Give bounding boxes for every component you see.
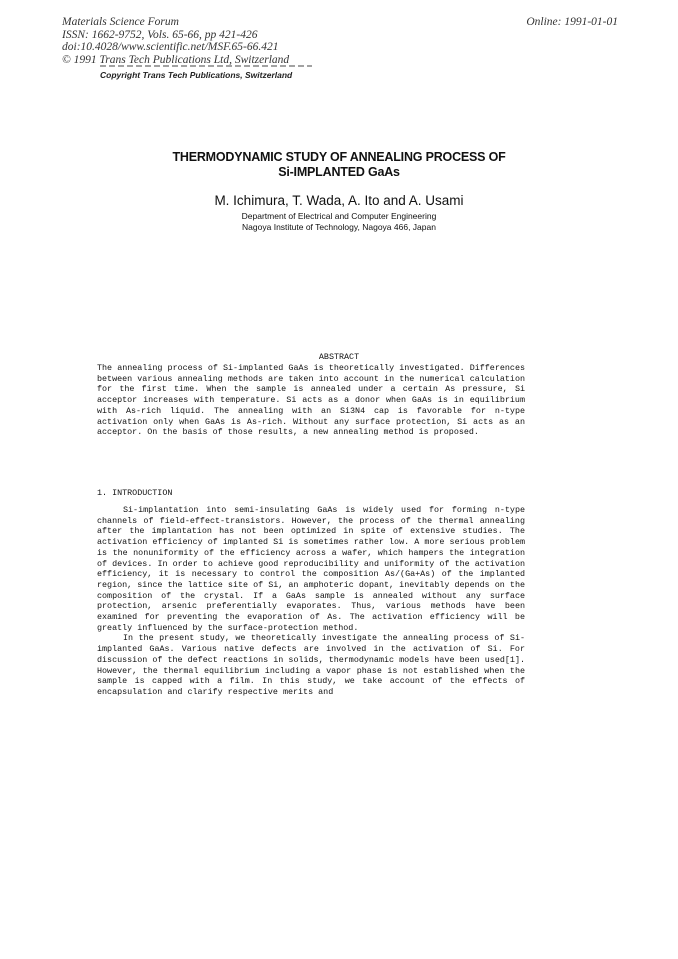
journal-name: Materials Science Forum — [62, 16, 179, 28]
scan-artifact-line — [100, 65, 312, 67]
affiliation-line-2: Nagoya Institute of Technology, Nagoya 466, Japan — [242, 222, 436, 232]
publisher-copyright: © 1991 Trans Tech Publications Ltd, Switzerland — [62, 53, 290, 66]
intro-paragraph-2: In the present study, we theoretically investigate the annealing process of Si-implanted GaAs. Various native defects are involved in the activation of Si. For discussion of the defect reactions in solids, thermodynamic models have been used[1]. However, the thermal equilibrium including a vapor phase is not established when the sample is capped with a film. In this study, we take account of the effects of encapsulation and clarify respective merits and — [97, 633, 525, 697]
online-date: Online: 1991-01-01 — [526, 16, 618, 28]
affiliation-line-1: Department of Electrical and Computer Engineering — [241, 211, 437, 221]
issn-line: ISSN: 1662-9752, Vols. 65-66, pp 421-426 — [62, 28, 258, 41]
journal-header — [62, 16, 289, 66]
intro-paragraph-1: Si-implantation into semi-insulating GaAs is widely used for forming n-type channels of field-effect-transistors. However, the process of the thermal annealing after the implantation has not been optimized in spite of extensive studies. The activation efficiency of implanted Si is sometimes rather low. A more serious problem is the nonuniformity of the efficiency across a wafer, which hampers the integration of devices. In order to achieve good reproducibility and uniformity of the activation efficiency, it is necessary to control the composition As/(Ga+As) of the implanted region, since the lattice site of Si, an amphoteric dopant, inevitably depends on the composition of the crystal. If a GaAs sample is annealed without any surface protection, arsenic preferentially evaporates. Thus, various methods have been examined for preventing the evaporation of As. The activation efficiency will be greatly influenced by the surface-protection method. — [97, 505, 525, 633]
title-line-2: Si-IMPLANTED GaAs — [278, 165, 400, 179]
authors: M. Ichimura, T. Wada, A. Ito and A. Usami — [214, 193, 464, 208]
title-line-1: THERMODYNAMIC STUDY OF ANNEALING PROCESS OF — [172, 150, 506, 164]
paper-title — [0, 150, 678, 180]
affiliation — [0, 211, 678, 233]
doi-line: doi:10.4028/www.scientific.net/MSF.65-66.421 — [62, 41, 279, 53]
copyright-line: Copyright Trans Tech Publications, Switzerland — [100, 70, 293, 80]
abstract-body: The annealing process of Si-implanted GaAs is theoretically investigated. Differences between various annealing methods are taken into account in the numerical calculation for the first time. When the sample is annealed under a certain As pressure, Si acceptor increases with temperature. Si acts as a donor when GaAs is in equilibrium with As-rich liquid. The annealing with an Si3N4 cap is favorable for n-type activation only when GaAs is As-rich. Without any surface protection, Si acts as an acceptor. On the basis of those results, a new annealing method is proposed. — [97, 363, 525, 438]
abstract-heading: ABSTRACT — [318, 352, 360, 362]
introduction-heading: 1. INTRODUCTION — [97, 488, 173, 498]
introduction-body — [97, 505, 525, 698]
